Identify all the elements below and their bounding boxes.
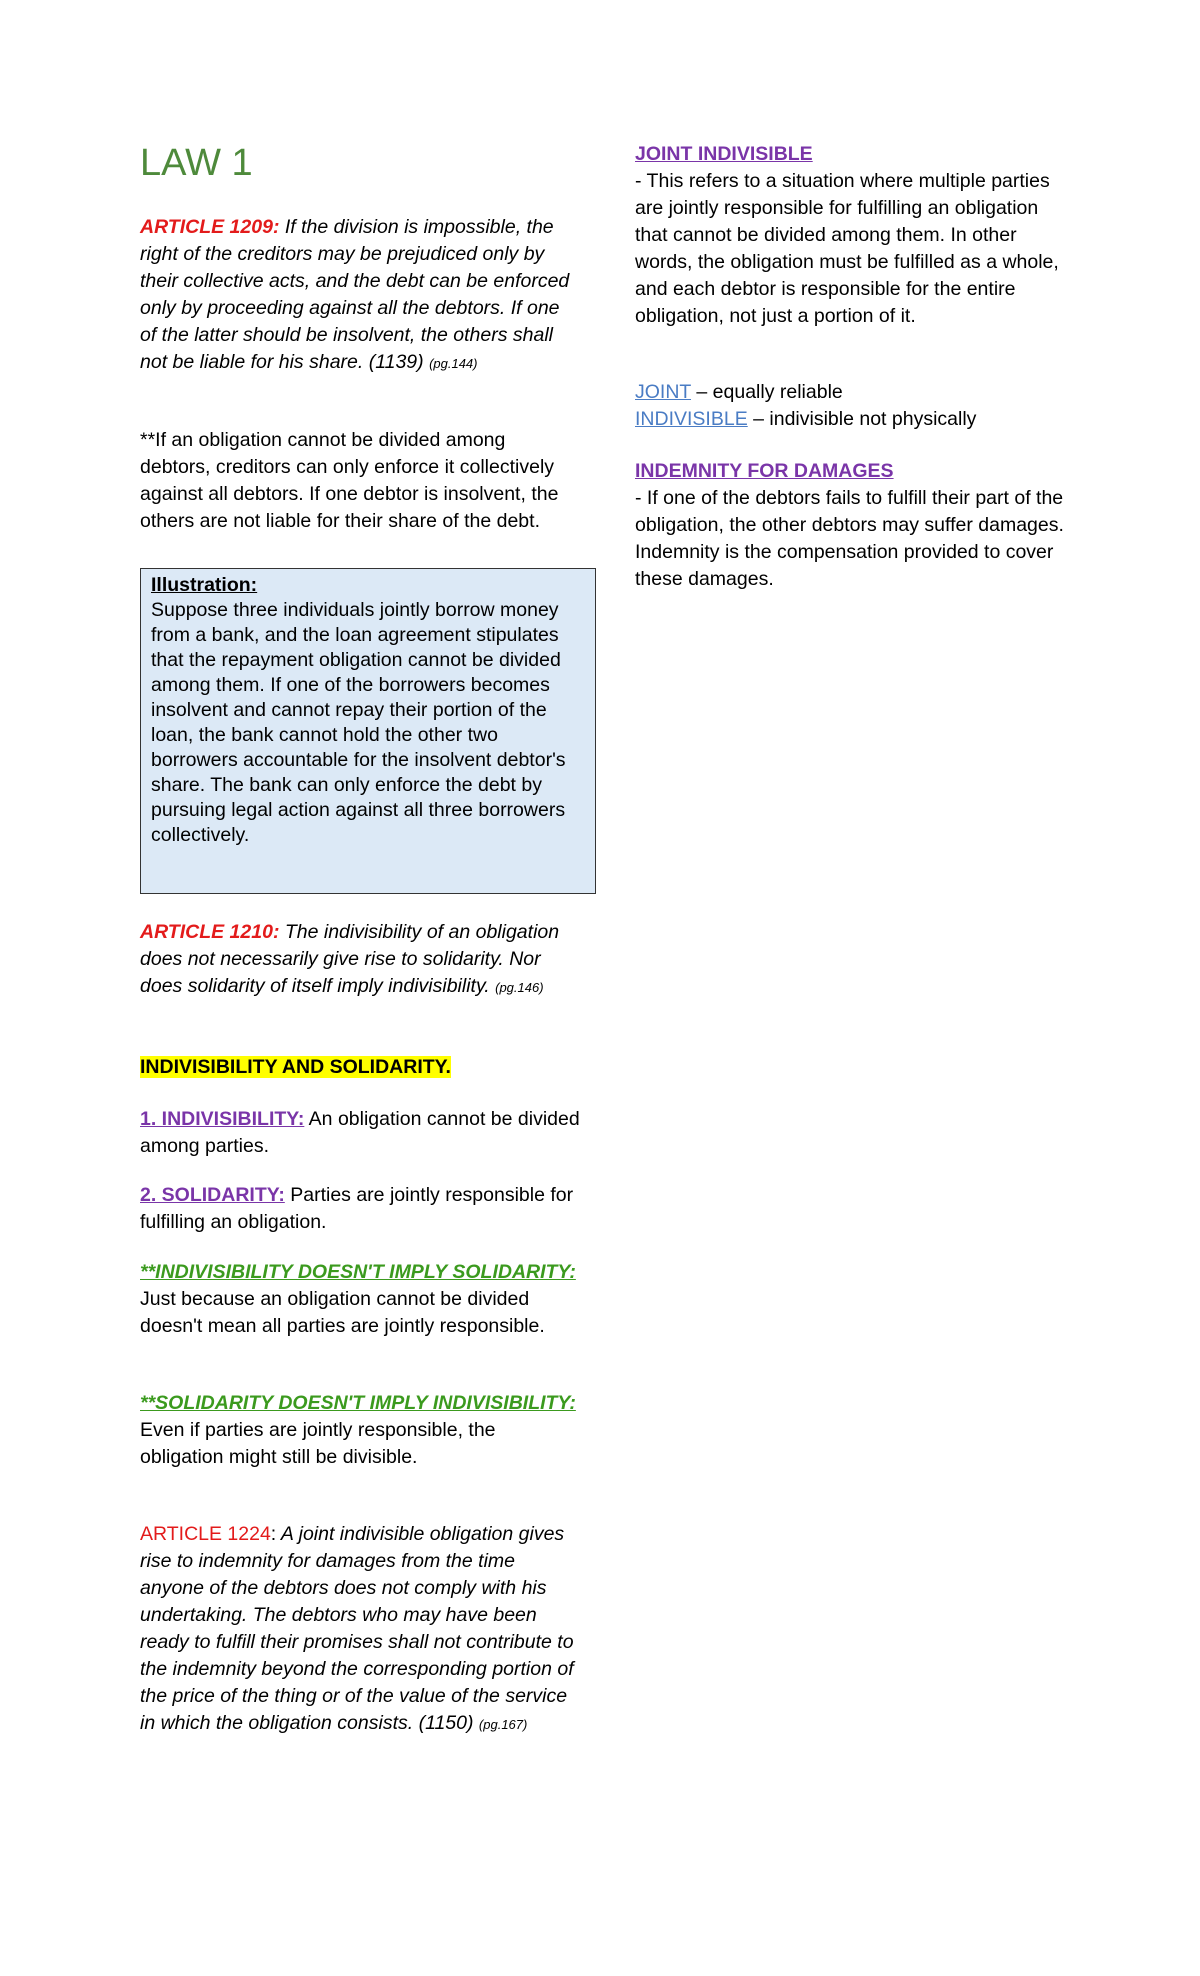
article-1224-text: A joint indivisible obligation gives rise to indemnity for damages from the time anyone of the debtors does not comply with his undertaking. The debtors who may have been ready to fulfill their promises shall not contribute to the indemnity beyond the corresponding portion of the price of the thing or of the value of the service in which the obligation consists. (1150)	[140, 1523, 574, 1734]
article-1224: ARTICLE 1224: A joint indivisible obligation gives rise to indemnity for damages from the time anyone of the debtors does not comply with his undertaking. The debtors who may have been ready to fulfill their promises shall not contribute to the indemnity beyond the corresponding portion of the price of the thing or of the value of the service in which the obligation consists. (1150) (pg.167)	[140, 1523, 574, 1734]
article-1210-text: The indivisibility of an obligation does not necessarily give rise to solidarity. Nor does solidarity of itself imply indivisibility.	[140, 921, 560, 997]
indivisibility-solidarity-heading: INDIVISIBILITY AND SOLIDARITY.	[140, 1056, 451, 1078]
article-1210-label: ARTICLE 1210:	[140, 921, 280, 943]
illustration-box	[140, 568, 596, 894]
article-1224-page: (pg.167)	[478, 1717, 528, 1732]
article-1209-note: **If an obligation cannot be divided among debtors, creditors can only enforce it collectively against all debtors. If one debtor is insolvent, the others are not liable for their share of the debt.	[140, 429, 559, 532]
article-1209-label: ARTICLE 1209:	[140, 216, 280, 238]
item-indivisibility-label: 1. INDIVISIBILITY:	[140, 1108, 305, 1130]
page-title: LAW 1	[140, 142, 253, 184]
definition-indivisible-term: INDIVISIBLE	[635, 408, 748, 430]
note-b-text: Even if parties are jointly responsible, the obligation might still be divisible.	[140, 1419, 496, 1468]
joint-indivisible-heading: JOINT INDIVISIBLE	[635, 143, 813, 165]
note-indivisibility-not-solidarity	[140, 1259, 580, 1340]
definition-indivisible-text: – indivisible not physically	[747, 408, 977, 430]
item-solidarity	[140, 1182, 580, 1236]
definition-joint-term: JOINT	[635, 381, 691, 403]
item-indivisibility-text: An obligation cannot be divided among parties.	[140, 1108, 580, 1157]
item-solidarity-text: Parties are jointly responsible for fulfilling an obligation.	[140, 1184, 574, 1233]
definition-joint	[635, 379, 1075, 406]
note-solidarity-not-indivisibility	[140, 1390, 580, 1471]
indemnity-heading: INDEMNITY FOR DAMAGES	[635, 460, 894, 482]
indemnity-text: - If one of the debtors fails to fulfill their part of the obligation, the other debtors may suffer damages. Indemnity is the compensation provided to cover these damages.	[635, 487, 1064, 590]
article-1224-label: ARTICLE 1224	[140, 1523, 271, 1545]
illustration-text: Suppose three individuals jointly borrow money from a bank, and the loan agreement stipulates that the repayment obligation cannot be divided among them. If one of the borrowers becomes insolvent and cannot repay their portion of the loan, the bank cannot hold the other two borrowers accountable for the insolvent debtor's share. The bank can only enforce the debt by pursuing legal action against all three borrowers collectively.	[151, 599, 566, 846]
note-a-label: **INDIVISIBILITY DOESN'T IMPLY SOLIDARITY:	[140, 1261, 576, 1283]
article-1209	[140, 214, 580, 377]
article-1210-page: (pg.146)	[495, 980, 544, 995]
item-solidarity-label: 2. SOLIDARITY:	[140, 1184, 285, 1206]
note-b-label: **SOLIDARITY DOESN'T IMPLY INDIVISIBILITY:	[140, 1392, 576, 1414]
joint-indivisible-text: - This refers to a situation where multiple parties are jointly responsible for fulfilling an obligation that cannot be divided among them. In other words, the obligation must be fulfilled as a whole, and each debtor is responsible for the entire obligation, not just a portion of it.	[635, 170, 1059, 327]
article-1209-page: (pg.144)	[429, 356, 478, 371]
note-a-text: Just because an obligation cannot be divided doesn't mean all parties are jointly responsible.	[140, 1288, 545, 1337]
definition-joint-text: – equally reliable	[690, 381, 843, 403]
item-indivisibility	[140, 1106, 580, 1160]
article-1210	[140, 919, 580, 1001]
definition-indivisible	[635, 406, 1075, 433]
illustration-heading: Illustration:	[151, 574, 258, 596]
article-1209-text: If the division is impossible, the right of the creditors may be prejudiced only by their collective acts, and the debt can be enforced only by proceeding against all the debtors. If one of the latter should be insolvent, the others shall not be liable for his share. (1139)	[140, 216, 570, 373]
